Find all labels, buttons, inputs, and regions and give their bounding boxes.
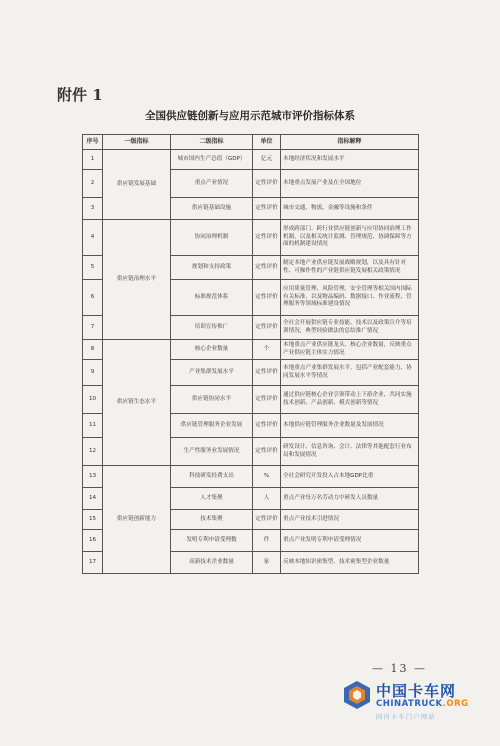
unit-cell: 亿元 [253,150,281,170]
explanation-cell: 制定本地产业供应链发展战略规划，以及具有针对性、可操作性的产业链供应链发展相关政策情况 [281,256,419,280]
unit-cell: % [253,466,281,488]
row-number-cell: 16 [83,530,103,552]
watermark-slogan: 国内卡车门户网站 [376,714,437,721]
explanation-cell: 反映本地知识密集型、技术密集型企业数量 [281,552,419,574]
table-row [83,220,419,256]
unit-cell: 定性评价 [253,220,281,256]
level2-indicator-cell: 产业集群发展水平 [171,360,253,386]
level1-indicator-cell: 供应链发展基础 [103,150,171,220]
explanation-cell: 重点产业技术引进情况 [281,510,419,530]
level2-indicator-cell: 核心企业数量 [171,340,253,360]
unit-cell: 定性评价 [253,198,281,220]
level1-indicator-cell: 供应链创新能力 [103,466,171,574]
level2-indicator-cell: 重点产业情况 [171,170,253,198]
explanation-cell: 应用质量管理、风险管理、安全管理等相关国内国际有关标准，以及物品编码、数据接口、作业流程、管理服务等领域标准建设情况 [281,280,419,316]
unit-cell: 定性评价 [253,280,281,316]
level2-indicator-cell: 城市国内生产总值（GDP） [171,150,253,170]
level2-indicator-cell: 标准规范体系 [171,280,253,316]
level2-indicator-cell: 技术集聚 [171,510,253,530]
explanation-cell: 研发设计、信息咨询、会计、法律等其他配套行业布局和发展情况 [281,438,419,466]
row-number-cell: 10 [83,386,103,414]
row-number-cell: 17 [83,552,103,574]
row-number-cell: 6 [83,280,103,316]
row-number-cell: 5 [83,256,103,280]
row-number-cell: 14 [83,488,103,510]
unit-cell: 定性评价 [253,510,281,530]
watermark-logo [340,676,500,736]
watermark-cn: 中国卡车网 [376,682,457,700]
attachment-label: 附件 1 [57,86,103,104]
level2-indicator-cell: 培训宣传推广 [171,316,253,340]
row-number-cell: 2 [83,170,103,198]
unit-cell: 家 [253,552,281,574]
level2-indicator-cell: 人才集聚 [171,488,253,510]
watermark-en [376,699,469,709]
unit-cell: 定性评价 [253,386,281,414]
explanation-cell: 形成跨部门、跨行业供应链创新与应用协同治理工作机制，以及相关统计监测、管理规范、协调保障等方面的机制建设情况 [281,220,419,256]
explanation-cell: 重点产业发明专利申请受理情况 [281,530,419,552]
level2-indicator-cell: 科技研发经费支出 [171,466,253,488]
unit-cell: 件 [253,530,281,552]
page-number: — 13 — [372,662,427,675]
table-row [83,466,419,488]
table-row [83,150,419,170]
table-body [83,150,419,574]
table-row [83,340,419,360]
unit-cell: 定性评价 [253,438,281,466]
explanation-cell: 本地重点发展产业及在全国地位 [281,170,419,198]
document-title: 全国供应链创新与应用示范城市评价指标体系 [145,110,355,122]
level2-indicator-cell: 生产性服务业发展情况 [171,438,253,466]
level2-indicator-cell: 高新技术企业数量 [171,552,253,574]
explanation-cell: 城市交通、物流、金融等设施和条件 [281,198,419,220]
row-number-cell: 3 [83,198,103,220]
unit-cell: 个 [253,340,281,360]
level2-indicator-cell: 供应链基础设施 [171,198,253,220]
level2-indicator-cell: 供应链协同水平 [171,386,253,414]
truck-logo-icon [342,680,372,710]
header-cell: 二级指标 [171,135,253,150]
explanation-cell: 重点产业每万名劳动力中研发人员数量 [281,488,419,510]
row-number-cell: 12 [83,438,103,466]
unit-cell: 定性评价 [253,170,281,198]
row-number-cell: 11 [83,414,103,438]
level2-indicator-cell: 发明专利申请受理数 [171,530,253,552]
level2-indicator-cell: 供应链管理服务企业发展 [171,414,253,438]
header-cell: 指标解释 [281,135,419,150]
explanation-cell: 本地供应链管理服务企业数量及发展情况 [281,414,419,438]
explanation-cell: 本地经济状况和发展水平 [281,150,419,170]
row-number-cell: 4 [83,220,103,256]
unit-cell: 定性评价 [253,256,281,280]
header-cell: 一级指标 [103,135,171,150]
row-number-cell: 1 [83,150,103,170]
indicator-table [82,134,419,574]
explanation-cell: 全社会开展供应链专业技能、技术以及政策宣介等培训情况，典型经验做法的总结推广情况 [281,316,419,340]
explanation-cell: 全社会研究开发投入占本地GDP比重 [281,466,419,488]
level1-indicator-cell: 供应链治理水平 [103,220,171,340]
row-number-cell: 7 [83,316,103,340]
explanation-cell: 本地重点产业集群发展水平，包括产业配套能力、协同发展水平等情况 [281,360,419,386]
level2-indicator-cell: 协同治理机制 [171,220,253,256]
row-number-cell: 9 [83,360,103,386]
row-number-cell: 8 [83,340,103,360]
level2-indicator-cell: 规划和支持政策 [171,256,253,280]
header-cell: 单位 [253,135,281,150]
unit-cell: 定性评价 [253,360,281,386]
explanation-cell: 本地重点产业供应链龙头、核心企业数量，反映重点产业供应链主体实力情况 [281,340,419,360]
unit-cell: 定性评价 [253,316,281,340]
row-number-cell: 13 [83,466,103,488]
unit-cell: 定性评价 [253,414,281,438]
unit-cell: 人 [253,488,281,510]
watermark-en-suffix: .ORG [442,699,469,709]
header-cell: 序号 [83,135,103,150]
level1-indicator-cell: 供应链生态水平 [103,340,171,466]
watermark-en-main: CHINATRUCK [376,699,443,709]
explanation-cell: 通过供应链核心企业引领带动上下游企业，共同实施技术创新、产品创新、模式创新等情况 [281,386,419,414]
row-number-cell: 15 [83,510,103,530]
table-header-row [83,135,419,150]
